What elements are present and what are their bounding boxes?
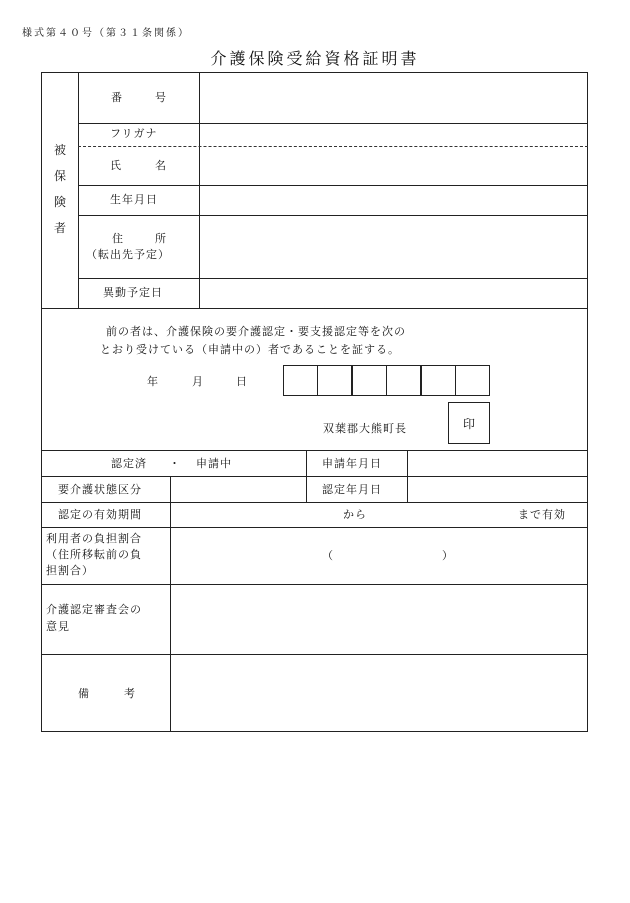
applying-option[interactable]: 申請中 [196, 457, 232, 470]
statement-line-2: とおり受けている（申請中の）者であることを証する。 [100, 343, 400, 356]
address-label: 所 [155, 232, 167, 245]
name-label: 氏 [110, 159, 122, 172]
page-title: 介護保険受給資格証明書 [210, 49, 420, 68]
address-sub-label: （転出先予定） [86, 248, 170, 261]
validity-from: から [343, 508, 367, 521]
burden-paren-open: （ [322, 549, 334, 562]
name-label: 名 [155, 159, 167, 172]
divider [78, 278, 588, 279]
address-label: 住 [112, 232, 124, 245]
committee-opinion-label: 介護認定審査会の [46, 603, 142, 616]
certificate-form [41, 72, 588, 732]
remarks-label: 備 [78, 687, 90, 700]
number-label: 号 [155, 91, 167, 104]
divider [42, 584, 588, 585]
validity-label: 認定の有効期間 [58, 508, 142, 521]
burden-ratio-label: （住所移転前の負 [46, 548, 142, 561]
date-month-label: 月 [192, 375, 204, 388]
option-separator: ・ [169, 457, 181, 470]
number-box[interactable] [352, 365, 387, 396]
number-label: 番 [111, 91, 123, 104]
validity-until: まで有効 [518, 508, 566, 521]
divider [42, 308, 588, 309]
certified-option[interactable]: 認定済 [111, 457, 147, 470]
divider [42, 450, 588, 451]
divider [78, 73, 79, 308]
number-box[interactable] [455, 365, 490, 396]
divider [170, 476, 171, 732]
committee-opinion-label: 意見 [46, 620, 70, 633]
insured-section-label: 被 保 険 者 [53, 143, 66, 235]
number-box[interactable] [421, 365, 456, 396]
form-number: 様式第４０号（第３１条関係） [22, 28, 190, 39]
divider [42, 654, 588, 655]
application-date-label: 申請年月日 [322, 457, 382, 470]
divider [78, 215, 588, 216]
number-box[interactable] [283, 365, 318, 396]
burden-ratio-label: 担割合） [46, 564, 94, 577]
statement-line-1: 前の者は、介護保険の要介護認定・要支援認定等を次の [106, 325, 406, 338]
birth-date-label: 生年月日 [110, 193, 158, 206]
date-day-label: 日 [236, 375, 248, 388]
mayor-title: 双葉郡大熊町長 [323, 422, 407, 435]
divider [42, 527, 588, 528]
divider [78, 146, 588, 147]
divider [42, 476, 588, 477]
date-year-label: 年 [147, 375, 159, 388]
burden-ratio-label: 利用者の負担割合 [46, 532, 142, 545]
furigana-label: フリガナ [110, 127, 158, 140]
number-box[interactable] [386, 365, 421, 396]
seal-mark: 印 [462, 416, 475, 431]
care-level-label: 要介護状態区分 [58, 483, 142, 496]
divider [78, 185, 588, 186]
move-date-label: 異動予定日 [103, 286, 163, 299]
burden-paren-close: ） [442, 549, 454, 562]
certification-date-label: 認定年月日 [322, 483, 382, 496]
seal-box [448, 402, 490, 444]
divider [78, 123, 588, 124]
divider [42, 502, 588, 503]
remarks-label: 考 [124, 687, 136, 700]
number-box[interactable] [317, 365, 352, 396]
divider [199, 73, 200, 308]
